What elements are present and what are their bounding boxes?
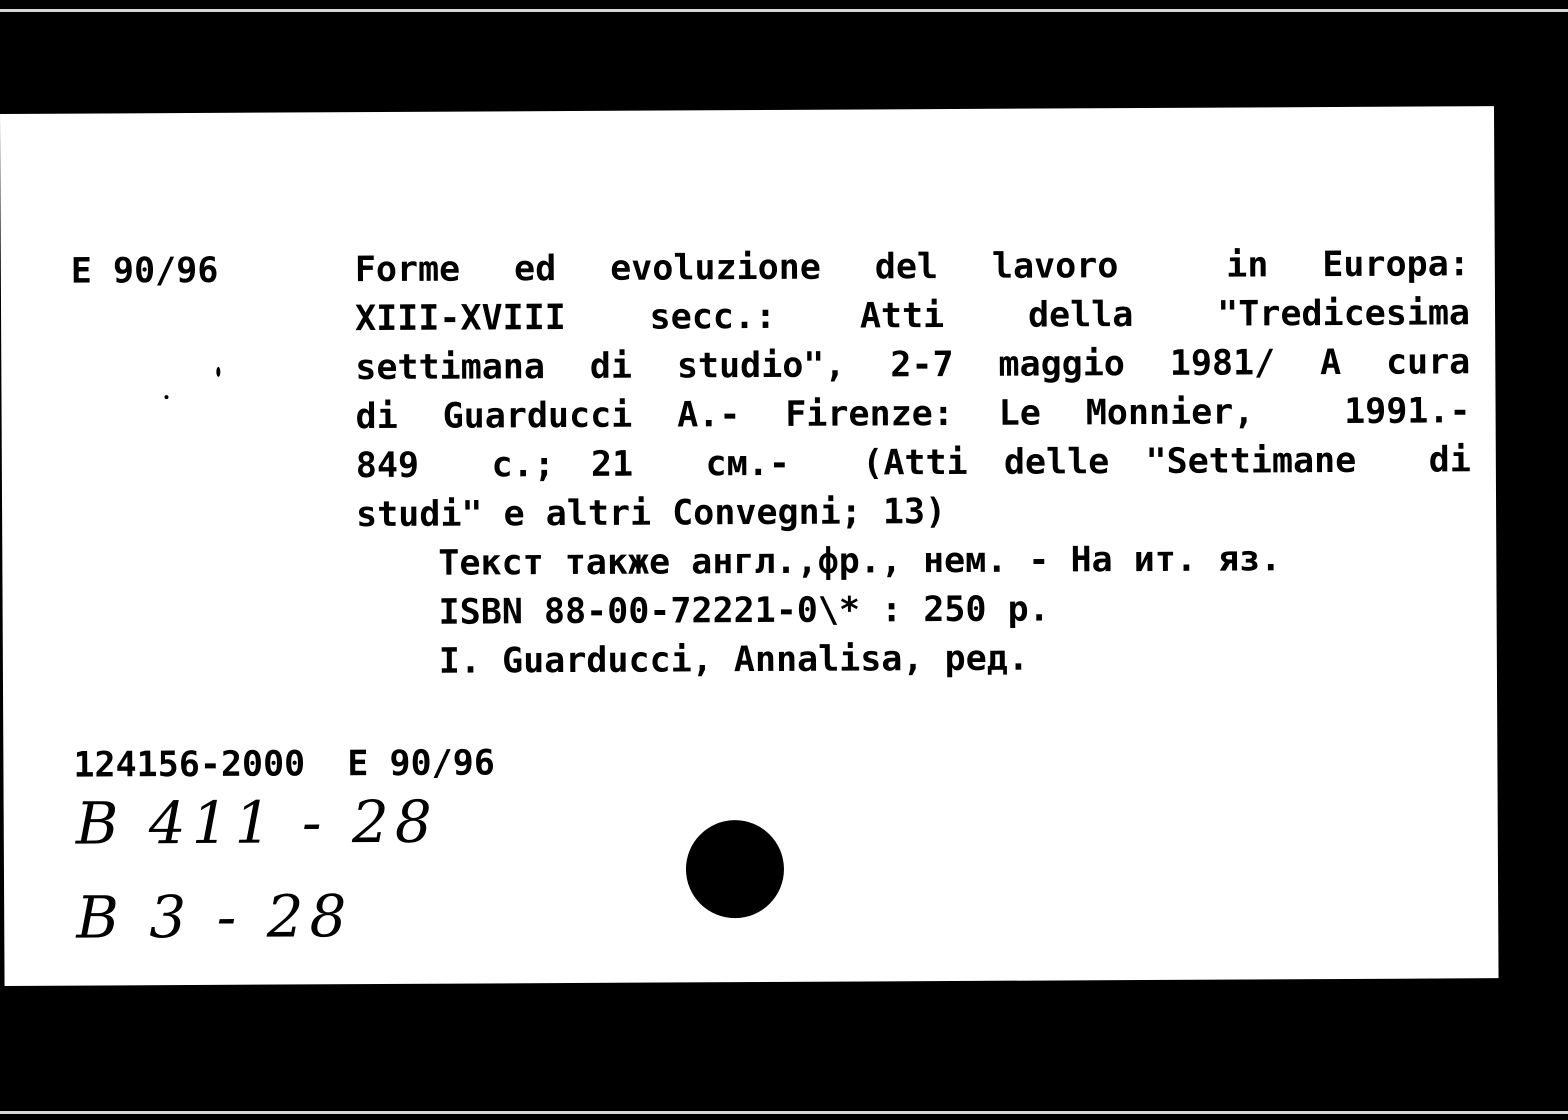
handwritten-note: B 3 - 28: [76, 882, 353, 952]
catalog-card: [0, 106, 1499, 986]
call-number: E 90/96: [70, 250, 219, 292]
editor-line: I. Guarducci, Annalisa, ред.: [438, 638, 1029, 682]
description-line: Forme ed evoluzione del lavoro in Europa:: [354, 244, 1470, 291]
description-line: settimana di studio", 2-7 maggio 1981/ A cura: [355, 342, 1471, 389]
scan-border-top: [0, 9, 1568, 12]
accession-number: 124156-2000 E 90/96: [73, 743, 495, 786]
description-line: di Guarducci A.- Firenze: Le Monnier, 1991.-: [355, 391, 1471, 438]
note-line: Текст также англ.,фр., нем. - На ит. яз.: [438, 539, 1282, 584]
description-line: studi" e altri Convegni; 13): [356, 492, 947, 536]
handwritten-note: B 411 - 28: [75, 787, 438, 858]
description-line: 849 c.; 21 см.- (Atti delle "Settimane di: [355, 440, 1471, 487]
punch-hole: [686, 820, 785, 919]
description-line: XIII-XVIII secc.: Atti della "Tredicesima: [354, 293, 1471, 340]
isbn-line: ISBN 88-00-72221-0\* : 250 p.: [438, 589, 1050, 633]
bibliographic-description: [355, 240, 1472, 687]
ink-speck: [164, 395, 168, 399]
scan-border-bottom: [0, 1111, 1568, 1114]
ink-speck: [216, 367, 220, 377]
